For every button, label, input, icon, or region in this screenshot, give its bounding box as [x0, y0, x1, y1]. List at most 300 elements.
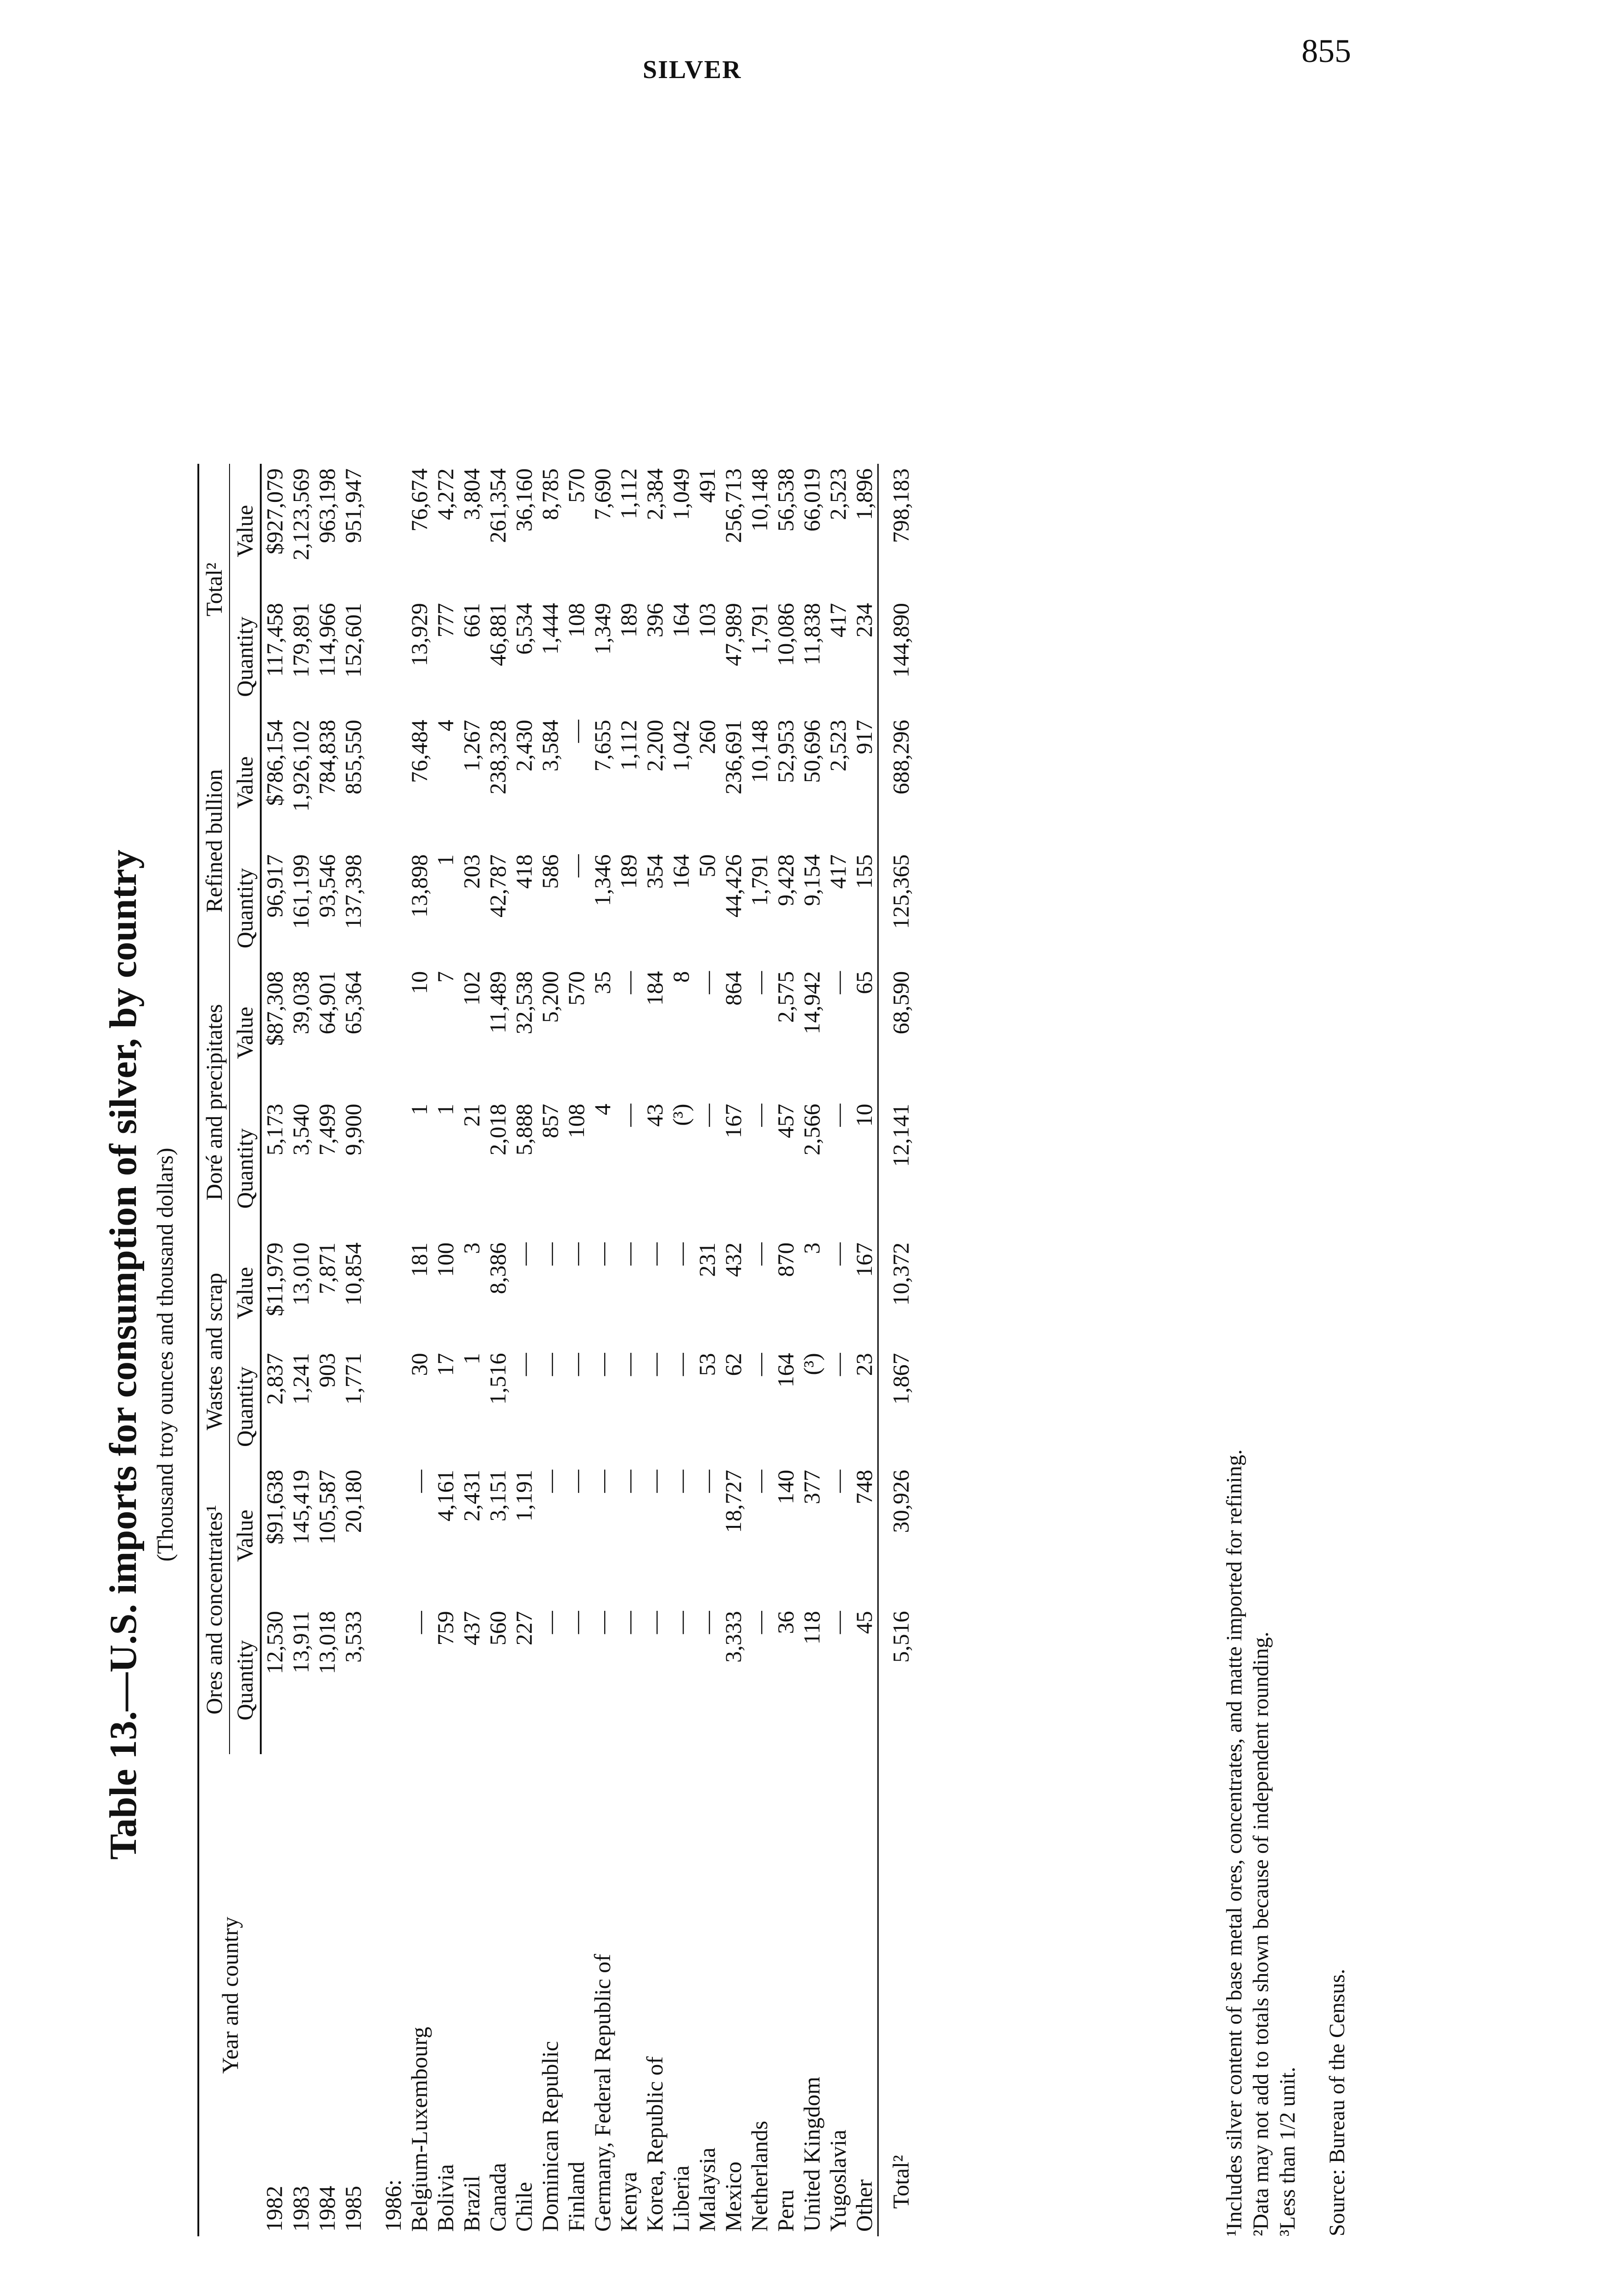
table-cell: —	[825, 1103, 851, 1127]
table-cell: —	[563, 1353, 589, 1376]
table-cell: —	[746, 971, 772, 994]
table-row-country	[511, 464, 537, 2236]
table-cell: 234	[851, 603, 877, 638]
table-cell: —	[642, 1611, 668, 1634]
source-note: Source: Bureau of the Census.	[1325, 1969, 1349, 2236]
table-cell: 7,871	[314, 1242, 340, 1294]
row-label: Finland	[563, 2161, 589, 2232]
empty-cell	[366, 1465, 406, 1607]
table-cell: —	[616, 1469, 641, 1493]
table-cell: 50,696	[799, 720, 825, 783]
row-label: Brazil	[459, 2175, 484, 2232]
table-cell: 12,141	[878, 1099, 915, 1238]
table-cell: 103	[694, 603, 720, 638]
table-cell: 1,112	[616, 468, 641, 519]
table-cell: 4,161	[432, 1469, 458, 1522]
table-cell: 32,538	[511, 971, 537, 1035]
table-cell: 1,896	[851, 468, 877, 520]
table-cell: 3	[459, 1242, 484, 1254]
table-row-country	[773, 464, 799, 2236]
table-cell: —	[825, 1469, 851, 1493]
table-cell: —	[537, 1469, 563, 1493]
table-cell: 96,917	[262, 854, 287, 917]
table-cell: —	[616, 971, 641, 994]
table-cell: 261,354	[485, 468, 511, 543]
table-cell: 231	[694, 1242, 720, 1277]
table-cell: 951,947	[340, 468, 366, 543]
table-cell: —	[406, 1611, 432, 1634]
table-cell: 118	[799, 1611, 825, 1645]
table-cell: 1,349	[589, 603, 615, 655]
table-cell: —	[511, 1242, 537, 1266]
table-cell: 76,674	[406, 468, 432, 532]
table-cell: 164	[668, 603, 694, 638]
table-row-year	[261, 464, 288, 2236]
row-label: Malaysia	[694, 2147, 720, 2232]
table-cell: 13,010	[288, 1242, 314, 1306]
table-cell: 179,891	[288, 603, 314, 678]
row-label: Chile	[511, 2182, 537, 2232]
table-cell: 117,458	[262, 603, 287, 677]
table-row-country	[485, 464, 511, 2236]
table-cell: 13,929	[406, 603, 432, 666]
table-cell: —	[563, 854, 589, 878]
table-cell: —	[589, 1611, 615, 1634]
table-cell: 100	[432, 1242, 458, 1277]
table-cell: 7,690	[589, 468, 615, 520]
table-cell: —	[746, 1611, 772, 1634]
table-cell: 108	[563, 1103, 589, 1138]
table-cell: 1,112	[616, 720, 641, 771]
table-cell: 30,926	[878, 1465, 915, 1607]
table-cell: 13,911	[288, 1611, 314, 1673]
row-label: United Kingdom	[799, 2077, 825, 2232]
table-cell: 5,516	[878, 1606, 915, 1754]
table-cell: 2,384	[642, 468, 668, 520]
table-cell: 238,328	[485, 720, 511, 794]
table-cell: 748	[851, 1469, 877, 1504]
table-cell: 10,148	[746, 468, 772, 532]
empty-cell	[366, 464, 406, 598]
table-subtitle: (Thousand troy ounces and thousand dollars)	[152, 1148, 178, 1562]
row-label: Kenya	[616, 2172, 641, 2232]
table-cell: 1	[432, 854, 458, 866]
table-cell: 870	[773, 1242, 798, 1277]
table-cell: 432	[720, 1242, 746, 1277]
header-quantity: Quantity	[230, 1099, 261, 1238]
table-cell: 1	[406, 1103, 432, 1115]
table-cell: —	[694, 1611, 720, 1634]
table-cell: 570	[563, 971, 589, 1006]
table-cell: 10,086	[773, 603, 798, 666]
table-cell: 3,151	[485, 1469, 511, 1522]
empty-cell	[366, 1099, 406, 1238]
table-cell: 14,942	[799, 971, 825, 1035]
table-cell: 13,018	[314, 1611, 340, 1674]
row-label: Dominican Republic	[537, 2041, 563, 2232]
table-cell: 864	[720, 971, 746, 1006]
running-head: SILVER	[643, 56, 742, 84]
table-cell: 2,523	[825, 720, 851, 771]
table-row-country	[799, 464, 825, 2236]
header-value: Value	[230, 1465, 261, 1607]
table-row-country	[694, 464, 720, 2236]
table-cell: 3,540	[288, 1103, 314, 1156]
table-cell: 167	[720, 1103, 746, 1138]
table-cell: 35	[589, 971, 615, 994]
table-cell: 560	[485, 1611, 511, 1646]
table-cell: 189	[616, 854, 641, 889]
table-cell: 7,499	[314, 1103, 340, 1156]
table-cell: 181	[406, 1242, 432, 1277]
table-cell: 144,890	[878, 598, 915, 715]
table-cell: —	[589, 1242, 615, 1266]
rotated-table-block	[83, 436, 1460, 2273]
table-cell: —	[746, 1103, 772, 1127]
table-row-country	[432, 464, 459, 2236]
table-cell: 2,523	[825, 468, 851, 520]
table-cell: 30	[406, 1353, 432, 1376]
table-cell: 1,867	[878, 1348, 915, 1465]
table-cell: 2,430	[511, 720, 537, 771]
table-cell: 52,953	[773, 720, 798, 783]
row-label: Other	[851, 2179, 877, 2232]
table-cell: $87,308	[262, 971, 287, 1046]
table-cell: 23	[851, 1353, 877, 1376]
table-cell: 8,386	[485, 1242, 511, 1294]
empty-cell	[366, 967, 406, 1099]
table-cell: 65,364	[340, 971, 366, 1035]
table-cell: 13,898	[406, 854, 432, 917]
table-cell: 155	[851, 854, 877, 889]
table-cell: 855,550	[340, 720, 366, 794]
table-cell: 4	[589, 1103, 615, 1115]
table-cell: $927,079	[262, 468, 287, 555]
footnote-3: ³Less than 1/2 unit.	[1275, 2066, 1300, 2236]
header-refined: Refined bullion	[198, 715, 230, 966]
table-cell: 10	[851, 1103, 877, 1127]
row-label: Canada	[485, 2163, 511, 2232]
table-row-country	[459, 464, 485, 2236]
row-label: Yugoslavia	[825, 2129, 851, 2232]
row-label: Bolivia	[432, 2164, 458, 2232]
table-cell: 10,148	[746, 720, 772, 783]
table-cell: 36,160	[511, 468, 537, 532]
row-label: Korea, Republic of	[642, 2056, 668, 2232]
table-cell: 1	[459, 1353, 484, 1365]
table-cell: —	[694, 1469, 720, 1493]
row-label: Germany, Federal Republic of	[589, 1954, 615, 2232]
table-cell: 457	[773, 1103, 798, 1138]
table-cell: —	[616, 1611, 641, 1634]
empty-cell	[366, 1238, 406, 1349]
table-cell: 8	[668, 971, 694, 983]
table-cell: 2,566	[799, 1103, 825, 1156]
table-cell: 10	[406, 971, 432, 994]
table-cell: 5,173	[262, 1103, 287, 1156]
table-cell: —	[406, 1469, 432, 1493]
row-label: Belgium-Luxembourg	[406, 2026, 432, 2232]
table-cell: 9,900	[340, 1103, 366, 1156]
table-cell: 145,419	[288, 1469, 314, 1545]
row-label: Peru	[773, 2189, 798, 2232]
table-cell: 164	[668, 854, 694, 889]
table-cell: —	[563, 1242, 589, 1266]
table-cell: 64,901	[314, 971, 340, 1035]
header-value: Value	[230, 464, 261, 598]
table-cell: 1,191	[511, 1469, 537, 1522]
table-cell: 11,838	[799, 603, 825, 665]
table-cell: 18,727	[720, 1469, 746, 1533]
table-cell: 152,601	[340, 603, 366, 678]
table-cell: 17	[432, 1353, 458, 1376]
table-cell: 108	[563, 603, 589, 638]
table-cell: —	[589, 1469, 615, 1493]
table-cell: 167	[851, 1242, 877, 1277]
table-row-country	[668, 464, 694, 2236]
table-cell: 62	[720, 1353, 746, 1376]
table-row-country	[720, 464, 746, 2236]
table-cell: 39,038	[288, 971, 314, 1035]
table-cell: 12,530	[262, 1611, 287, 1674]
table-cell: 354	[642, 854, 668, 889]
row-label: Netherlands	[746, 2121, 772, 2232]
table-cell: —	[746, 1469, 772, 1493]
table-cell: 3,804	[459, 468, 484, 520]
table-cell: 688,296	[878, 715, 915, 850]
row-label: 1985	[340, 2186, 366, 2232]
table-cell: 7,655	[589, 720, 615, 771]
table-cell: —	[668, 1611, 694, 1634]
table-cell: 11,489	[485, 971, 511, 1034]
table-cell: —	[563, 1611, 589, 1634]
table-row-country	[537, 464, 563, 2236]
table-cell: 784,838	[314, 720, 340, 794]
header-value: Value	[230, 715, 261, 850]
table-cell: 5,200	[537, 971, 563, 1023]
table-cell: 2,431	[459, 1469, 484, 1522]
table-cell: 65	[851, 971, 877, 994]
table-cell: 1,791	[746, 603, 772, 655]
table-cell: 46,881	[485, 603, 511, 666]
table-cell: 2,837	[262, 1353, 287, 1405]
table-cell: 56,538	[773, 468, 798, 532]
silver-imports-table	[197, 464, 914, 2236]
table-cell: 3,533	[340, 1611, 366, 1663]
table-title: Table 13.—U.S. imports for consumption of silver, by country	[102, 850, 145, 1860]
table-cell: —	[668, 1353, 694, 1376]
table-cell: 3,584	[537, 720, 563, 771]
table-cell: 3	[799, 1242, 825, 1254]
table-cell: 203	[459, 854, 484, 889]
table-cell: 102	[459, 971, 484, 1006]
table-cell: 93,546	[314, 854, 340, 917]
table-cell: —	[642, 1469, 668, 1493]
table-cell: 661	[459, 603, 484, 638]
header-quantity: Quantity	[230, 850, 261, 967]
table-cell: 903	[314, 1353, 340, 1388]
table-cell: 1,267	[459, 720, 484, 771]
empty-cell	[366, 715, 406, 850]
table-row-year	[314, 464, 340, 2236]
table-cell: 1,771	[340, 1353, 366, 1405]
header-value: Value	[230, 967, 261, 1099]
table-cell: 137,398	[340, 854, 366, 929]
table-cell: (³)	[668, 1103, 694, 1126]
table-cell: 6,534	[511, 603, 537, 655]
table-cell: 8,785	[537, 468, 563, 520]
table-cell: 1,042	[668, 720, 694, 771]
table-row-country	[746, 464, 773, 2236]
table-row-country	[406, 464, 432, 2236]
table-cell: 3,333	[720, 1611, 746, 1663]
table-cell: 161,199	[288, 854, 314, 929]
table-cell: 2,018	[485, 1103, 511, 1156]
table-cell: 1	[432, 1103, 458, 1115]
table-cell: 917	[851, 720, 877, 754]
row-label: 1983	[288, 2186, 314, 2232]
table-cell: 1,049	[668, 468, 694, 520]
table-cell: —	[825, 1611, 851, 1634]
table-cell: 256,713	[720, 468, 746, 543]
footnote-1: ¹Includes silver content of base metal ores, concentrates, and matte imported for refining.	[1222, 1449, 1246, 2236]
table-cell: —	[694, 1103, 720, 1127]
table-cell: —	[537, 1611, 563, 1634]
table-row-country	[563, 464, 589, 2236]
row-label: 1984	[314, 2186, 340, 2232]
table-cell: —	[642, 1242, 668, 1266]
table-cell: 586	[537, 854, 563, 889]
table-cell: (³)	[799, 1353, 825, 1375]
footnote-2: ²Data may not add to totals shown because of independent rounding.	[1249, 1632, 1273, 2236]
table-cell: 2,123,569	[288, 468, 314, 560]
header-wastes: Wastes and scrap	[198, 1238, 230, 1465]
table-cell: 1,444	[537, 603, 563, 655]
header-quantity: Quantity	[230, 598, 261, 715]
table-cell: 418	[511, 854, 537, 889]
row-label: 1982	[261, 2186, 287, 2232]
table-cell: 5,888	[511, 1103, 537, 1156]
table-cell: 4,272	[432, 468, 458, 520]
table-cell: $11,979	[262, 1242, 287, 1317]
table-cell: 43	[642, 1103, 668, 1127]
table-row-total	[878, 464, 915, 2236]
table-cell: 417	[825, 603, 851, 638]
table-cell: 50	[694, 854, 720, 878]
table-row-country	[642, 464, 668, 2236]
table-cell: 68,590	[878, 967, 915, 1099]
header-quantity: Quantity	[230, 1348, 261, 1465]
table-cell: 777	[432, 603, 458, 638]
header-total: Total²	[198, 464, 230, 715]
table-cell: 66,019	[799, 468, 825, 532]
section-label: 1986:	[380, 2179, 406, 2232]
table-cell: 2,575	[773, 971, 798, 1023]
table-cell: 1,241	[288, 1353, 314, 1405]
table-cell: 963,198	[314, 468, 340, 543]
table-cell: —	[642, 1353, 668, 1376]
table-cell: 45	[851, 1611, 877, 1634]
row-label: Total²	[878, 1754, 915, 2236]
table-cell: 1,516	[485, 1353, 511, 1405]
table-cell: —	[537, 1353, 563, 1376]
table-cell: —	[563, 1469, 589, 1493]
table-row-section	[366, 464, 406, 2236]
footnotes	[1221, 1449, 1351, 2236]
table-cell: 9,154	[799, 854, 825, 906]
table-cell: 798,183	[878, 464, 915, 598]
table-cell: —	[616, 1353, 641, 1376]
header-year-country: Year and country	[198, 1754, 261, 2236]
table-cell: $786,154	[262, 720, 287, 806]
table-cell: 140	[773, 1469, 798, 1504]
table-cell: —	[746, 1353, 772, 1376]
table-cell: $91,638	[262, 1469, 287, 1545]
empty-cell	[366, 1606, 406, 1754]
empty-cell	[366, 1348, 406, 1465]
table-cell: 9,428	[773, 854, 798, 906]
header-value: Value	[230, 1238, 261, 1349]
table-cell: 21	[459, 1103, 484, 1127]
table-cell: 10,372	[878, 1238, 915, 1349]
table-cell: 42,787	[485, 854, 511, 917]
table-cell: 184	[642, 971, 668, 1006]
table-cell: 20,180	[340, 1469, 366, 1533]
table-cell: —	[563, 720, 589, 743]
table-cell: 10,854	[340, 1242, 366, 1306]
table-cell: —	[616, 1103, 641, 1127]
table-cell: 570	[563, 468, 589, 503]
table-cell: —	[668, 1242, 694, 1266]
table-cell: 105,587	[314, 1469, 340, 1545]
table-cell: 437	[459, 1611, 484, 1646]
table-row-country	[616, 464, 642, 2236]
page-number: 855	[1302, 33, 1351, 69]
table-cell: —	[511, 1353, 537, 1376]
table-cell: —	[668, 1469, 694, 1493]
header-ores: Ores and concentrates¹	[198, 1465, 230, 1754]
table-cell: 76,484	[406, 720, 432, 783]
table-cell: 1,791	[746, 854, 772, 906]
table-cell: 114,966	[314, 603, 340, 677]
table-cell: 4	[432, 720, 458, 732]
table-cell: 125,365	[878, 850, 915, 967]
empty-cell	[366, 598, 406, 715]
table-cell: 857	[537, 1103, 563, 1138]
table-row-country	[851, 464, 878, 2236]
table-row-country	[825, 464, 851, 2236]
table-cell: 377	[799, 1469, 825, 1504]
table-cell: 417	[825, 854, 851, 889]
table-row-country	[589, 464, 616, 2236]
empty-cell	[366, 850, 406, 967]
table-row-year	[288, 464, 314, 2236]
table-cell: —	[746, 1242, 772, 1266]
table-cell: —	[589, 1353, 615, 1376]
table-cell: 44,426	[720, 854, 746, 917]
table-cell: 759	[432, 1611, 458, 1646]
table-cell: —	[825, 971, 851, 994]
table-cell: 1,346	[589, 854, 615, 906]
row-label: Mexico	[720, 2161, 746, 2232]
table-cell: —	[694, 971, 720, 994]
table-cell: —	[537, 1242, 563, 1266]
table-cell: 7	[432, 971, 458, 983]
table-cell: 227	[511, 1611, 537, 1646]
table-cell: 164	[773, 1353, 798, 1388]
table-body	[261, 464, 914, 2236]
row-label: Liberia	[668, 2165, 694, 2232]
